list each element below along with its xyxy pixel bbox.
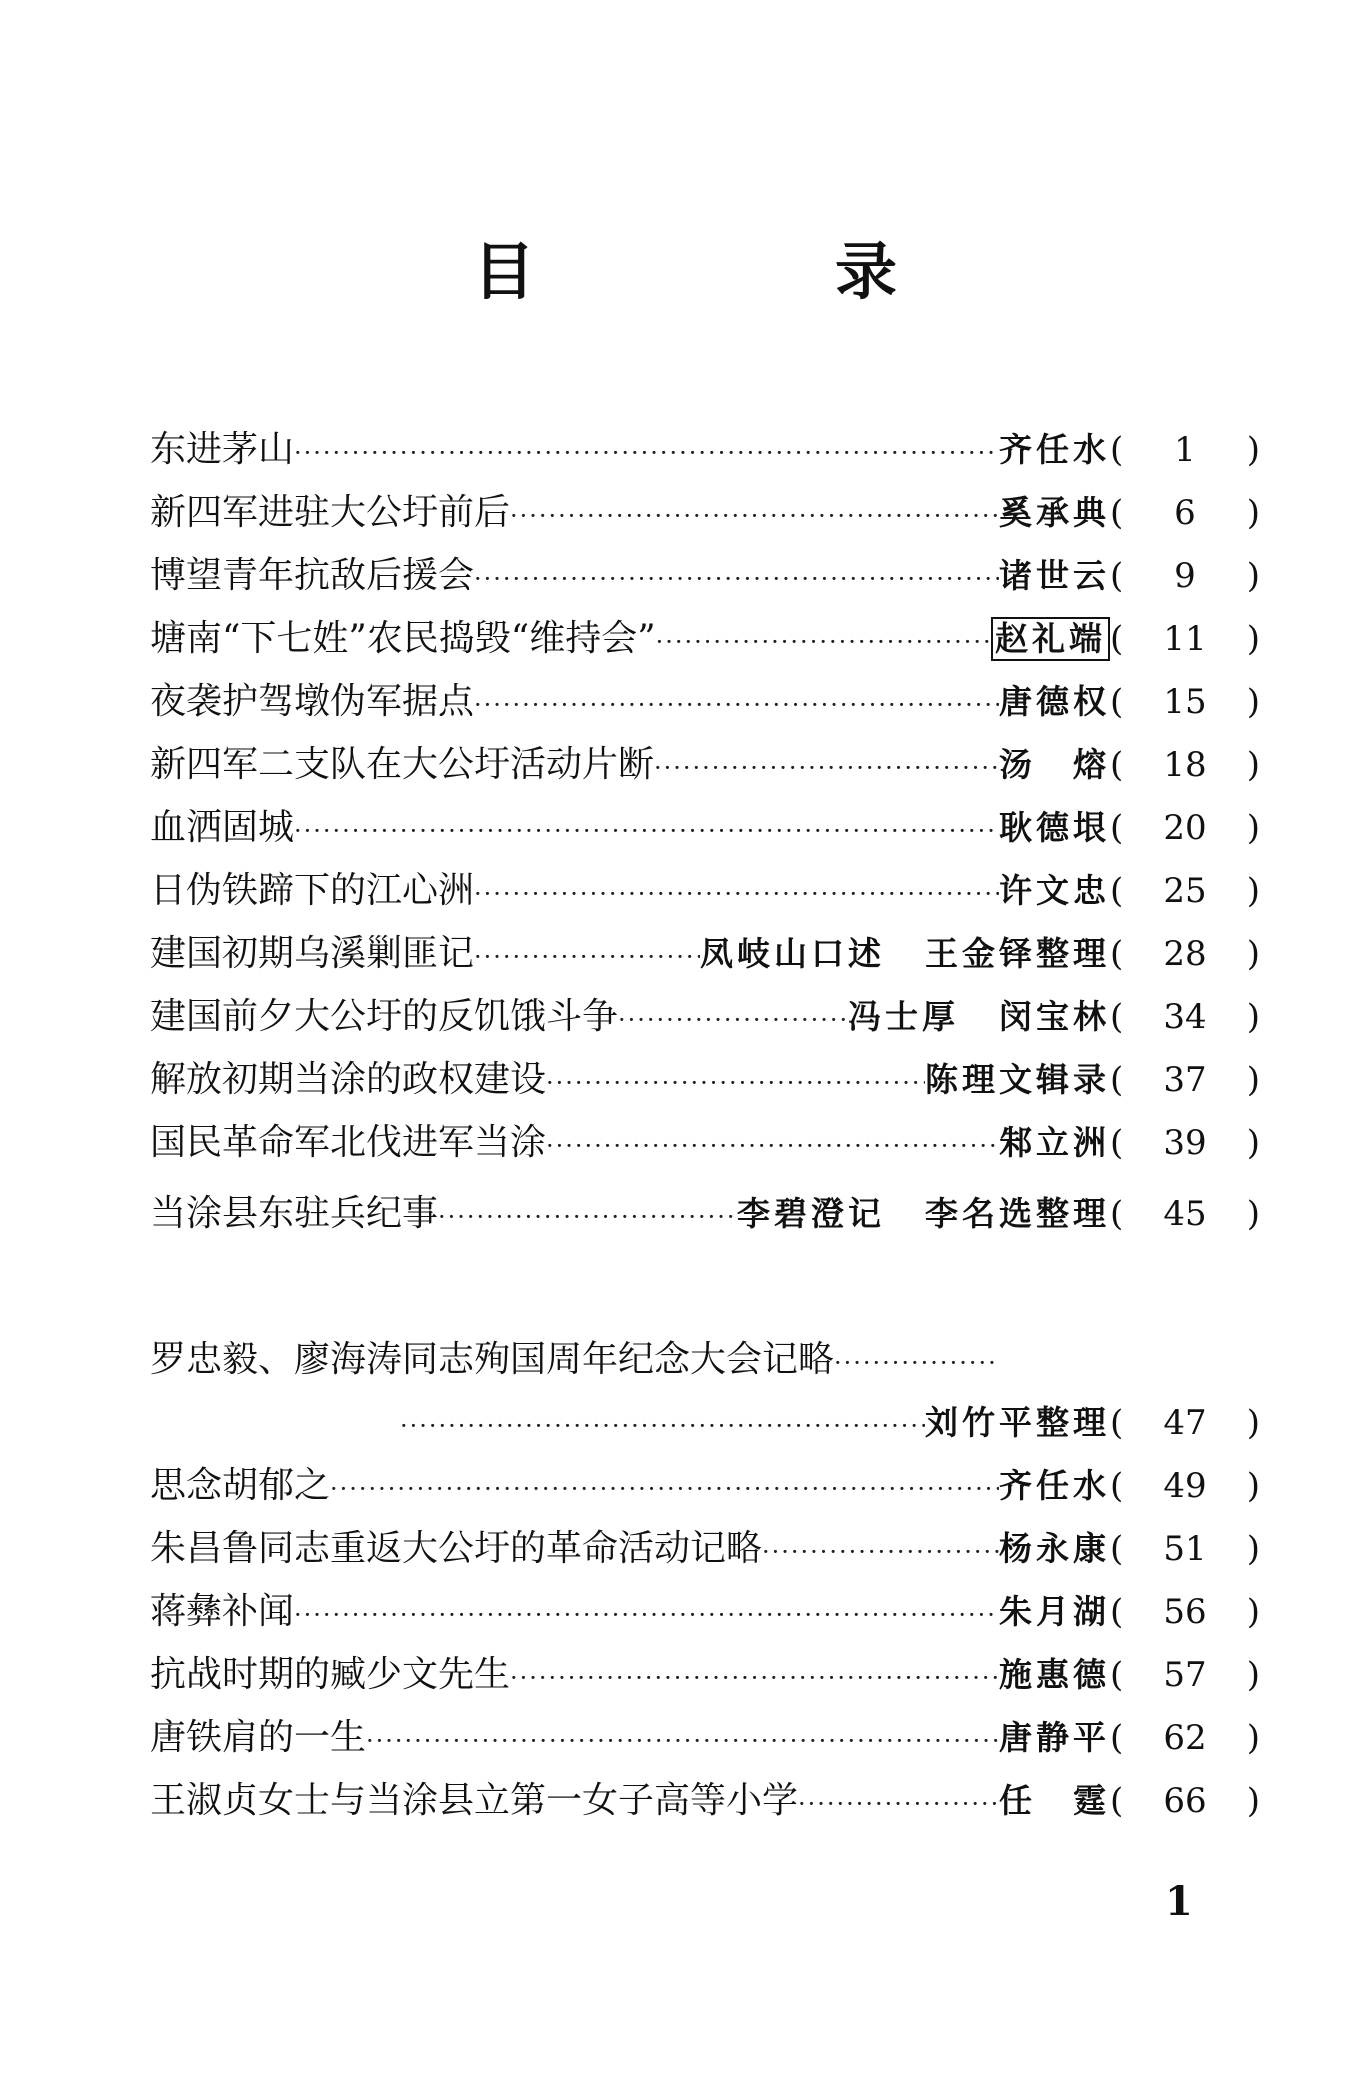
leader-dots xyxy=(294,1584,999,1647)
entry-title: 唐铁肩的一生 xyxy=(150,1717,367,1758)
toc-entry-continuation xyxy=(150,1391,1260,1454)
toc-group-1 xyxy=(150,418,1260,1245)
page-num: 1 xyxy=(1174,430,1196,470)
leader-dots xyxy=(474,863,999,926)
leader-dots xyxy=(798,1773,999,1836)
entry-title: 抗战时期的臧少文先生 xyxy=(150,1654,511,1695)
page-num: 57 xyxy=(1163,1655,1207,1695)
toc-entry xyxy=(150,922,1260,985)
page-num: 37 xyxy=(1163,1060,1207,1100)
entry-title: 当涂县东驻兵纪事 xyxy=(150,1193,439,1234)
toc-entry xyxy=(150,985,1260,1048)
toc-entry xyxy=(150,1580,1260,1643)
entry-page: ( 66 ) xyxy=(1110,1770,1260,1833)
entry-title: 新四军进驻大公圩前后 xyxy=(150,492,511,533)
entry-title: 朱昌鲁同志重返大公圩的革命活动记略 xyxy=(150,1528,763,1569)
entry-page: ( 20 ) xyxy=(1110,797,1260,860)
entry-title: 夜袭护驾墩伪军据点 xyxy=(150,681,475,722)
entry-title: 罗忠毅、廖海涛同志殉国周年纪念大会记略 xyxy=(150,1339,835,1380)
entry-author: 施惠德 xyxy=(999,1655,1110,1694)
entry-author: 李碧澄记 xyxy=(737,1194,885,1233)
toc-entry xyxy=(150,1328,1260,1391)
leader-dots xyxy=(546,1052,925,1115)
entry-author: 朱月湖 xyxy=(999,1592,1110,1631)
entry-page: ( 25 ) xyxy=(1110,860,1260,923)
toc-entry xyxy=(150,418,1260,481)
toc-entry xyxy=(150,607,1260,670)
toc-entry xyxy=(150,1048,1260,1111)
entry-page: ( 56 ) xyxy=(1110,1581,1260,1644)
page-num: 49 xyxy=(1163,1466,1207,1506)
entry-page: ( 37 ) xyxy=(1110,1049,1260,1112)
entry-page: ( 9 ) xyxy=(1110,545,1260,608)
entry-author: 诸世云 xyxy=(999,556,1110,595)
leader-dots xyxy=(294,800,999,863)
entry-title: 王淑贞女士与当涂县立第一女子高等小学 xyxy=(150,1780,799,1821)
toc-entry xyxy=(150,796,1260,859)
leader-dots xyxy=(474,674,999,737)
leader-dots xyxy=(294,422,999,485)
entry-title: 国民革命军北伐进军当涂 xyxy=(150,1122,547,1163)
leader-dots xyxy=(474,548,999,611)
leader-dots xyxy=(618,989,848,1052)
leader-dots xyxy=(546,1115,999,1178)
entry-author: 耿德垠 xyxy=(999,808,1110,847)
leader-dots xyxy=(762,1521,999,1584)
entry-page: ( 62 ) xyxy=(1110,1707,1260,1770)
entry-page: ( 47 ) xyxy=(1110,1392,1260,1455)
entry-page: ( 11 ) xyxy=(1110,608,1260,671)
entry-author: 唐德权 xyxy=(999,682,1110,721)
entry-page: ( 6 ) xyxy=(1110,482,1260,545)
entry-title: 蒋彝补闻 xyxy=(150,1591,295,1632)
entry-author-2: 闵宝林 xyxy=(999,997,1110,1036)
page-num: 62 xyxy=(1163,1718,1207,1758)
entry-title: 解放初期当涂的政权建设 xyxy=(150,1059,547,1100)
toc-entry xyxy=(150,1517,1260,1580)
toc-entry xyxy=(150,1769,1260,1832)
toc-entry xyxy=(150,733,1260,796)
entry-author: 凤岐山口述 xyxy=(700,934,885,973)
entry-page: ( 51 ) xyxy=(1110,1518,1260,1581)
page-num: 56 xyxy=(1163,1592,1207,1632)
page-num: 20 xyxy=(1163,808,1207,848)
entry-title: 东进茅山 xyxy=(150,429,295,470)
leader-dots xyxy=(438,1186,737,1249)
toc-entry xyxy=(150,481,1260,544)
toc-entry xyxy=(150,1706,1260,1769)
page-num: 39 xyxy=(1163,1123,1207,1163)
toc-group-2 xyxy=(150,1328,1260,1832)
entry-title: 新四军二支队在大公圩活动片断 xyxy=(150,744,655,785)
page-num: 45 xyxy=(1163,1194,1207,1234)
entry-author: 奚承典 xyxy=(999,493,1110,532)
entry-title: 思念胡郁之 xyxy=(150,1465,331,1506)
entry-title: 日伪铁蹄下的江心洲 xyxy=(150,870,475,911)
toc-entry xyxy=(150,1643,1260,1706)
page-num: 34 xyxy=(1163,997,1207,1037)
entry-page: ( 57 ) xyxy=(1110,1644,1260,1707)
page-num: 51 xyxy=(1163,1529,1207,1569)
page-num: 15 xyxy=(1163,682,1207,722)
entry-page: ( 15 ) xyxy=(1110,671,1260,734)
entry-title: 塘南“下七姓”农民捣毁“维持会” xyxy=(150,618,656,659)
entry-author: 陈理文辑录 xyxy=(925,1060,1110,1099)
entry-author: 唐静平 xyxy=(999,1718,1110,1757)
toc-entry xyxy=(150,1182,1260,1245)
entry-author: 刘竹平整理 xyxy=(925,1403,1110,1442)
entry-page: ( 45 ) xyxy=(1110,1183,1260,1246)
entry-page: ( 1 ) xyxy=(1110,419,1260,482)
entry-author: 冯士厚 xyxy=(848,997,959,1036)
toc-entry xyxy=(150,544,1260,607)
entry-author: 赵礼端 xyxy=(991,617,1110,661)
leader-dots xyxy=(834,1332,994,1395)
page-num: 66 xyxy=(1163,1781,1207,1821)
toc-entry xyxy=(150,859,1260,922)
entry-page: ( 34 ) xyxy=(1110,986,1260,1049)
leader-dots xyxy=(510,1647,999,1710)
entry-page: ( 39 ) xyxy=(1110,1112,1260,1175)
leader-dots xyxy=(654,737,999,800)
page-num: 11 xyxy=(1163,619,1207,659)
entry-author-2: 李名选整理 xyxy=(925,1194,1110,1233)
entry-author: 汤 熔 xyxy=(999,745,1110,784)
entry-author: 齐任水 xyxy=(999,1466,1110,1505)
page-num: 47 xyxy=(1163,1403,1207,1443)
entry-author: 邾立洲 xyxy=(999,1123,1110,1162)
leader-dots xyxy=(510,485,999,548)
leader-dots xyxy=(474,926,700,989)
leader-dots xyxy=(330,1458,999,1521)
entry-author: 杨永康 xyxy=(999,1529,1110,1568)
title-char: 目 xyxy=(472,235,535,308)
page-num: 6 xyxy=(1174,493,1196,533)
entry-author-2: 王金铎整理 xyxy=(925,934,1110,973)
toc-entry xyxy=(150,670,1260,733)
page-num: 9 xyxy=(1174,556,1196,596)
leader-dots xyxy=(400,1395,925,1458)
entry-author: 许文忠 xyxy=(999,871,1110,910)
entry-author: 任 霆 xyxy=(999,1781,1110,1820)
page-num: 25 xyxy=(1163,871,1207,911)
toc-entry xyxy=(150,1111,1260,1174)
page-title xyxy=(0,222,1370,311)
entry-title: 博望青年抗敌后援会 xyxy=(150,555,475,596)
toc-entry xyxy=(150,1454,1260,1517)
page-number: 1 xyxy=(1165,1878,1193,1925)
entry-page: ( 28 ) xyxy=(1110,923,1260,986)
leader-dots xyxy=(366,1710,999,1773)
leader-dots xyxy=(656,611,991,674)
page-num: 18 xyxy=(1163,745,1207,785)
entry-title: 血洒固城 xyxy=(150,807,295,848)
entry-page: ( 49 ) xyxy=(1110,1455,1260,1518)
entry-author: 齐任水 xyxy=(999,430,1110,469)
entry-title: 建国前夕大公圩的反饥饿斗争 xyxy=(150,996,619,1037)
entry-page: ( 18 ) xyxy=(1110,734,1260,797)
title-char: 录 xyxy=(835,235,898,308)
page-num: 28 xyxy=(1163,934,1207,974)
entry-title: 建国初期乌溪剿匪记 xyxy=(150,933,475,974)
